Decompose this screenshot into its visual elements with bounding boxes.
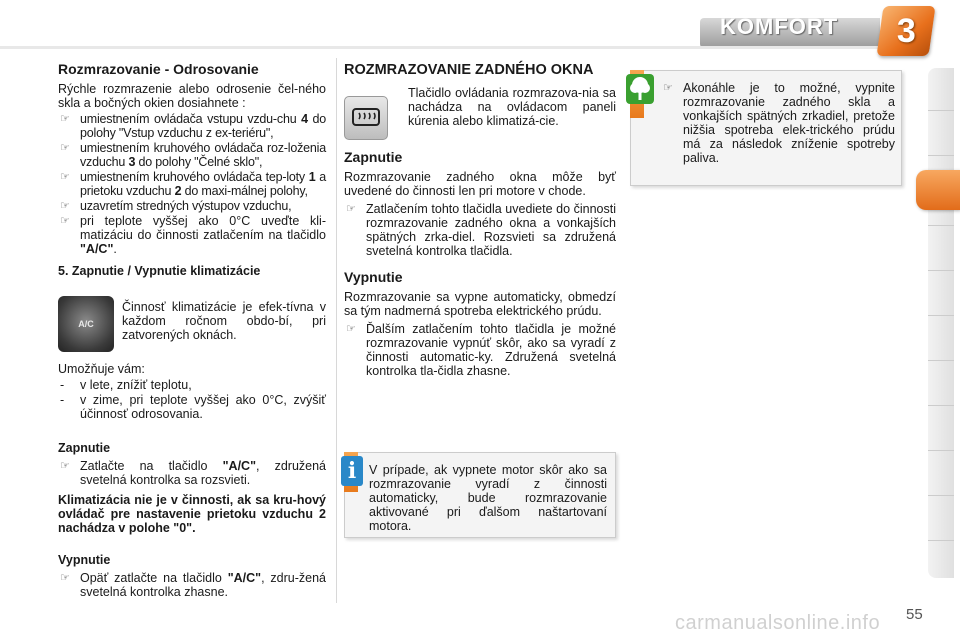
section-title-rear-window: ROZMRAZOVANIE ZADNÉHO OKNA (344, 62, 594, 78)
ac-subtitle: 5. Zapnutie / Vypnutie klimatizácie (58, 264, 261, 278)
chapter-side-tabs (928, 68, 954, 578)
pointing-hand-icon (60, 112, 70, 126)
list-item: ☞ Opäť zatlačte na tlačidlo "A/C", zdru-žená svetelná kontrolka zhasne. (58, 571, 326, 599)
ac-illustration-row (58, 296, 326, 352)
defrost-intro: Rýchle rozmrazenie alebo odrosenie čel-ného skla a bočných okien dosiahnete : (58, 82, 326, 110)
pointing-hand-icon (60, 459, 70, 473)
ac-off-title: Vypnutie (58, 553, 111, 567)
pointing-hand-icon (60, 214, 70, 228)
ac-warning: Klimatizácia nie je v činnosti, ak sa kru-hový ovládač pre nastavenie prietoku vzduchu 2 nachádza v polohe "0". (58, 493, 326, 535)
page-header (0, 0, 960, 50)
pointing-hand-icon (346, 202, 356, 216)
pointing-hand-icon (663, 81, 673, 95)
ac-button-image (58, 296, 114, 352)
list-item: ☞ umiestnením ovládača vstupu vzdu-chu 4 do polohy "Vstup vzduchu z ex-teriéru", (58, 112, 326, 140)
column-defrost (58, 62, 326, 600)
pointing-hand-icon (60, 141, 70, 155)
eco-tip-box (630, 70, 902, 186)
rear-on-text: Rozmrazovanie zadného okna môže byť uvedené do činnosti len pri motore v chode. (344, 170, 616, 198)
list-item: ☞ Zatlačte na tlačidlo "A/C", združená svetelná kontrolka sa rozsvieti. (58, 459, 326, 487)
info-icon: i (341, 456, 363, 486)
rear-off-text: Rozmrazovanie sa vypne automaticky, obmedzí sa tým nadmerná spotreba elektrického prúdu. (344, 290, 616, 318)
rear-defrost-icon (351, 106, 381, 130)
list-item (661, 81, 895, 165)
list-item: - v lete, znížiť teplotu, (58, 378, 326, 392)
ac-on-title: Zapnutie (58, 441, 111, 455)
ac-button-label: A/C (78, 319, 94, 329)
chapter-number: 3 (896, 11, 916, 50)
rear-window-intro-row (344, 86, 616, 140)
info-box (344, 452, 616, 538)
list-item: ☞ umiestnením kruhového ovládača roz-loženia vzduchu 3 do polohy "Čelné sklo", (58, 141, 326, 169)
section-title-defrost: Rozmrazovanie - Odrosovanie (58, 61, 259, 77)
pointing-hand-icon (60, 199, 70, 213)
allows-label: Umožňuje vám: (58, 362, 145, 376)
list-item: - v zime, pri teplote vyššej ako 0°C, zvýšiť účinnosť odrosovania. (58, 393, 326, 421)
list-item: ☞ Zatlačením tohto tlačidla uvediete do činnosti rozmrazovanie zadného okna a vonkajších spätných zrka-diel. Rozsvieti sa združená svetelná kontrolka tlačidla. (344, 202, 616, 258)
active-chapter-tab (916, 170, 960, 210)
ac-description: Činnosť klimatizácie je efek-tívna v každom ročnom obdo-bí, pri zatvorených oknách. (122, 300, 326, 342)
column-rear-window (344, 62, 616, 379)
pointing-hand-icon (346, 322, 356, 336)
rear-window-intro: Tlačidlo ovládania rozmrazova-nia sa nachádza na ovládacom paneli kúrenia alebo klimatizá-cie. (408, 86, 616, 128)
pointing-hand-icon (60, 170, 70, 184)
list-item: ☞ pri teplote vyššej ako 0°C uveďte kli-matizáciu do činnosti zatlačením na tlačidlo "A/C". (58, 214, 326, 256)
column-divider (336, 58, 337, 603)
pointing-hand-icon (60, 571, 70, 585)
header-divider (0, 46, 930, 49)
rear-defrost-button-image (344, 96, 388, 140)
chapter-number-badge (876, 6, 935, 56)
watermark: carmanualsonline.info (675, 612, 881, 634)
rear-on-title: Zapnutie (344, 149, 403, 165)
eco-tree-icon (626, 74, 654, 104)
list-item: ☞ umiestnením kruhového ovládača tep-loty 1 a prietoku vzduchu 2 do maxi-málnej polohy, (58, 170, 326, 198)
eco-text: Akonáhle je to možné, vypnite rozmrazovanie zadného skla a vonkajších spätných zrkadiel, pretože nižšia spotreba elek-trického prúdu má za následok zníženie spotreby paliva. (683, 81, 895, 165)
page-number: 55 (906, 606, 923, 623)
list-item: ☞ Ďalším zatlačením tohto tlačidla je možné rozmrazovanie vypnúť skôr, ako sa vyradí z činnosti automatic-ky. Združená svetelná kontrolka tla-čidla zhasne. (344, 322, 616, 378)
info-text: V prípade, ak vypnete motor skôr ako sa rozmrazovanie vyradí z činnosti automaticky, bude rozmrazovanie aktivované pri ďalšom naštartovaní motora. (369, 463, 607, 533)
chapter-title: KOMFORT (720, 14, 839, 39)
list-item: ☞ uzavretím stredných výstupov vzduchu, (58, 199, 326, 213)
rear-off-title: Vypnutie (344, 269, 403, 285)
